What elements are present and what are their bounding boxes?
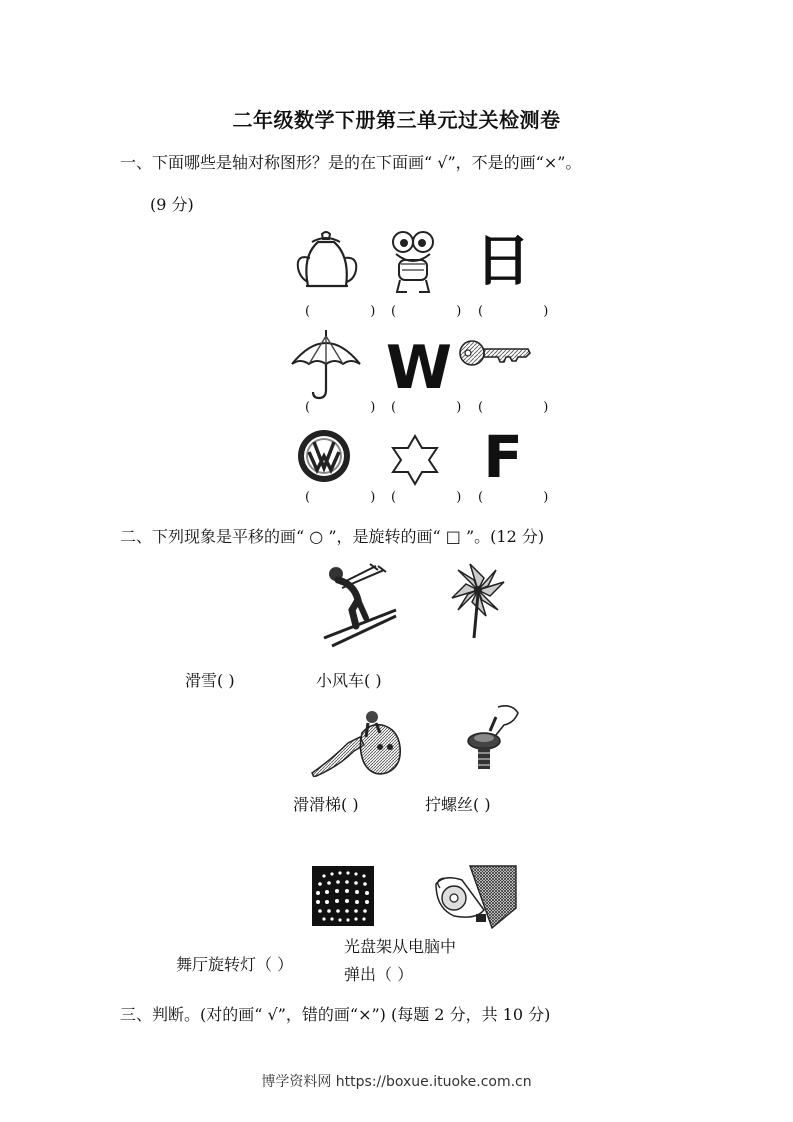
letter-w: W — [385, 333, 453, 403]
teapot-image — [292, 228, 358, 292]
question-1-text: 一、下面哪些是轴对称图形？是的在下面画“ √”，不是的画“×”。 — [120, 153, 582, 172]
key-image — [458, 338, 532, 370]
frog-image — [388, 230, 438, 296]
answer-blank[interactable]: ( ) — [305, 304, 404, 319]
answer-blank[interactable]: ( ) — [305, 400, 404, 415]
answer-blank[interactable]: ( ) — [391, 400, 490, 415]
cd-tray-image — [430, 864, 518, 930]
question-1-score: (9 分) — [150, 195, 194, 214]
screw-image — [462, 703, 522, 775]
caption-slide: 滑滑梯( ) — [293, 795, 359, 814]
umbrella-image — [288, 330, 364, 400]
answer-blank[interactable]: ( ) — [478, 400, 577, 415]
letter-ri: 日 — [475, 229, 531, 294]
slide-image — [310, 703, 404, 777]
skier-image — [318, 562, 398, 648]
caption-cd-tray-line2: 弹出（ ） — [344, 965, 414, 984]
disco-light-image — [312, 866, 374, 926]
page-title: 二年级数学下册第三单元过关检测卷 — [232, 108, 561, 132]
six-point-star-image — [385, 434, 445, 486]
question-2-text: 二、下列现象是平移的画“ ○ ”，是旋转的画“ □ ”。(12 分) — [120, 527, 545, 546]
caption-disco-light: 舞厅旋转灯（ ） — [176, 955, 294, 974]
question-3-text: 三、判断。(对的画“ √”，错的画“×”) (每题 2 分，共 10 分) — [120, 1005, 551, 1024]
answer-blank[interactable]: ( ) — [478, 304, 577, 319]
caption-skiing: 滑雪( ) — [185, 671, 235, 690]
pinwheel-image — [448, 560, 508, 640]
caption-pinwheel: 小风车( ) — [316, 671, 382, 690]
letter-f: F — [483, 423, 523, 491]
caption-cd-tray-line1: 光盘架从电脑中 — [344, 937, 457, 956]
answer-blank[interactable]: ( ) — [478, 490, 577, 505]
answer-blank[interactable]: ( ) — [305, 490, 404, 505]
vw-logo-image — [296, 428, 352, 484]
footer-watermark: 博学资料网 https://boxue.ituoke.com.cn — [261, 1074, 532, 1090]
answer-blank[interactable]: ( ) — [391, 490, 490, 505]
caption-screw: 拧螺丝( ) — [425, 795, 491, 814]
answer-blank[interactable]: ( ) — [391, 304, 490, 319]
